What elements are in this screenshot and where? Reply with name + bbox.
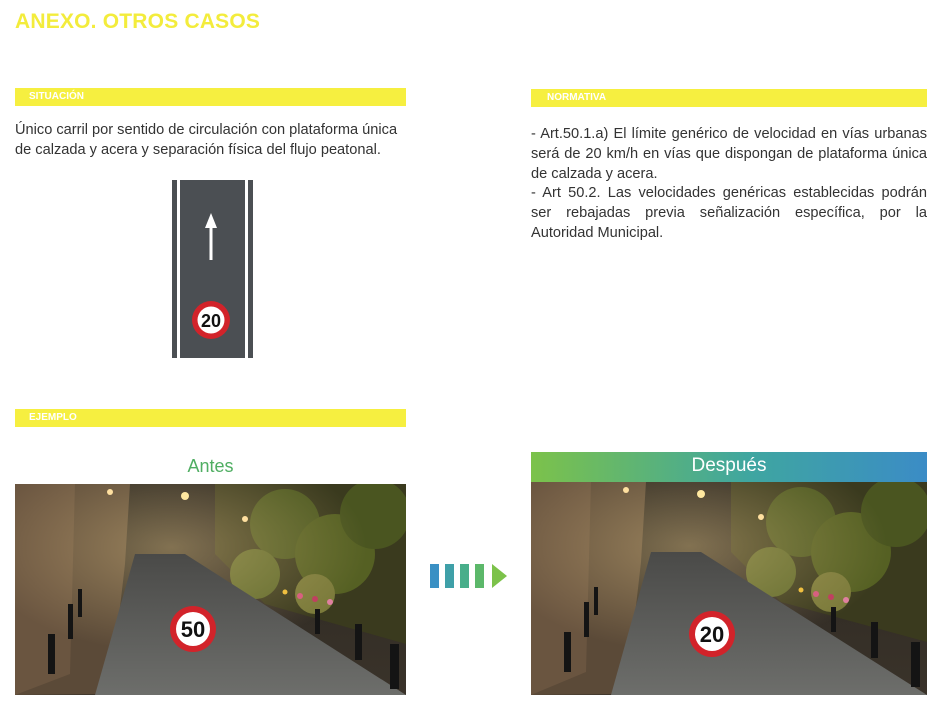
- despues-sign-label: 20: [699, 622, 725, 647]
- antes-sign-label: 50: [180, 617, 206, 642]
- diagram-sign-label: 20: [200, 311, 222, 331]
- speed-limit-sign: [689, 611, 735, 657]
- page-title: ANEXO. OTROS CASOS: [15, 10, 261, 33]
- normativa-line-2: - Art 50.2. Las velocidades genéricas establecidas podrán ser rebajadas previa señalización específica, por la Autoridad Municipal.: [531, 185, 927, 241]
- situacion-text: Único carril por sentido de circulación con plataforma única de calzada y acera y separación física del flujo peatonal.: [15, 122, 398, 158]
- antes-label: Antes: [187, 456, 234, 476]
- section-bar-normativa: NORMATIVA: [531, 89, 927, 107]
- road-diagram: [172, 180, 253, 358]
- section-bar-situacion: SITUACIÓN: [15, 88, 406, 106]
- speed-limit-sign: [192, 301, 230, 339]
- despues-label: Después: [531, 452, 927, 482]
- section-bar-ejemplo: EJEMPLO: [15, 409, 406, 427]
- transition-arrow-icon: [430, 562, 510, 590]
- antes-photo: [15, 484, 406, 695]
- speed-limit-sign: [170, 606, 216, 652]
- normativa-line-1: - Art.50.1.a) El límite genérico de velocidad en vías urbanas será de 20 km/h en vías que dispongan de plataforma única de calzada y acera.: [531, 126, 927, 182]
- despues-photo: [531, 482, 927, 695]
